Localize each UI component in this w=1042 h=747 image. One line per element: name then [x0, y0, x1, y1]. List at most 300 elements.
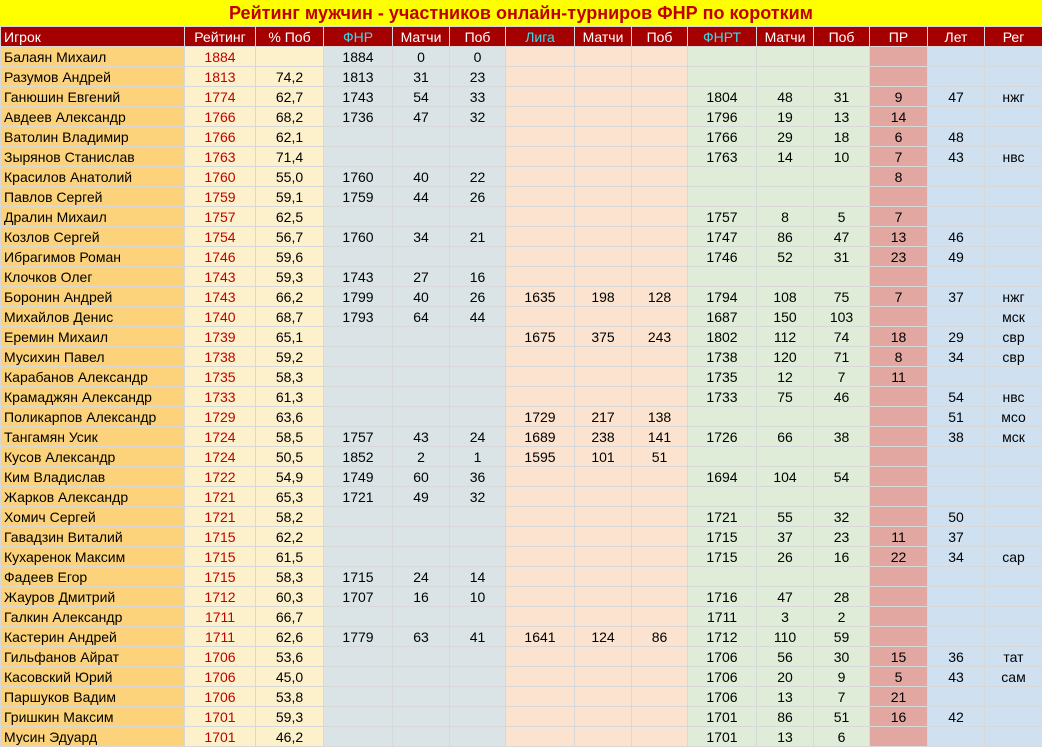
player-name-cell[interactable]: Гильфанов Айрат	[1, 647, 185, 667]
liga-matches-cell[interactable]	[575, 547, 632, 567]
player-name-cell[interactable]: Дралин Михаил	[1, 207, 185, 227]
fnrt-rating-cell[interactable]: 1757	[688, 207, 757, 227]
fnrt-wins-cell[interactable]: 2	[814, 607, 870, 627]
col-header-fnr[interactable]: ФНР	[324, 27, 393, 47]
player-name-cell[interactable]: Боронин Андрей	[1, 287, 185, 307]
win-pct-cell[interactable]: 62,6	[256, 627, 324, 647]
liga-matches-cell[interactable]: 375	[575, 327, 632, 347]
liga-rating-cell[interactable]	[506, 187, 575, 207]
win-pct-cell[interactable]: 61,3	[256, 387, 324, 407]
win-pct-cell[interactable]: 56,7	[256, 227, 324, 247]
fnrt-matches-cell[interactable]	[757, 67, 814, 87]
fnrt-matches-cell[interactable]: 47	[757, 587, 814, 607]
rating-cell[interactable]: 1766	[185, 127, 256, 147]
win-pct-cell[interactable]: 65,1	[256, 327, 324, 347]
region-cell[interactable]: нжг	[985, 287, 1042, 307]
liga-wins-cell[interactable]	[632, 667, 688, 687]
fnr-wins-cell[interactable]	[450, 247, 506, 267]
years-cell[interactable]: 51	[928, 407, 985, 427]
fnrt-matches-cell[interactable]: 110	[757, 627, 814, 647]
region-cell[interactable]	[985, 167, 1042, 187]
fnr-matches-cell[interactable]: 34	[393, 227, 450, 247]
liga-wins-cell[interactable]	[632, 147, 688, 167]
col-header-fnr-matches[interactable]: Матчи	[393, 27, 450, 47]
fnr-wins-cell[interactable]	[450, 727, 506, 747]
years-cell[interactable]: 34	[928, 347, 985, 367]
years-cell[interactable]: 36	[928, 647, 985, 667]
liga-rating-cell[interactable]	[506, 587, 575, 607]
region-cell[interactable]	[985, 527, 1042, 547]
win-pct-cell[interactable]: 58,2	[256, 507, 324, 527]
fnrt-matches-cell[interactable]	[757, 267, 814, 287]
liga-wins-cell[interactable]	[632, 727, 688, 747]
region-cell[interactable]	[985, 687, 1042, 707]
pr-cell[interactable]: 18	[870, 327, 928, 347]
player-name-cell[interactable]: Михайлов Денис	[1, 307, 185, 327]
win-pct-cell[interactable]: 55,0	[256, 167, 324, 187]
liga-matches-cell[interactable]	[575, 487, 632, 507]
fnr-matches-cell[interactable]: 40	[393, 167, 450, 187]
fnr-wins-cell[interactable]: 26	[450, 287, 506, 307]
rating-cell[interactable]: 1724	[185, 427, 256, 447]
table-row[interactable]	[1, 227, 1042, 247]
fnr-matches-cell[interactable]: 0	[393, 47, 450, 67]
fnrt-rating-cell[interactable]: 1701	[688, 727, 757, 747]
fnrt-wins-cell[interactable]: 23	[814, 527, 870, 547]
fnr-matches-cell[interactable]	[393, 127, 450, 147]
table-row[interactable]	[1, 67, 1042, 87]
rating-cell[interactable]: 1701	[185, 707, 256, 727]
table-row[interactable]	[1, 247, 1042, 267]
years-cell[interactable]: 54	[928, 387, 985, 407]
fnrt-matches-cell[interactable]: 108	[757, 287, 814, 307]
pr-cell[interactable]: 8	[870, 347, 928, 367]
col-header-fnrt-wins[interactable]: Поб	[814, 27, 870, 47]
table-row[interactable]	[1, 267, 1042, 287]
rating-cell[interactable]: 1721	[185, 507, 256, 527]
fnr-rating-cell[interactable]	[324, 607, 393, 627]
pr-cell[interactable]: 13	[870, 227, 928, 247]
table-row[interactable]	[1, 567, 1042, 587]
fnrt-wins-cell[interactable]: 9	[814, 667, 870, 687]
pr-cell[interactable]: 8	[870, 167, 928, 187]
liga-rating-cell[interactable]: 1635	[506, 287, 575, 307]
liga-wins-cell[interactable]	[632, 127, 688, 147]
region-cell[interactable]	[985, 227, 1042, 247]
fnrt-matches-cell[interactable]: 75	[757, 387, 814, 407]
rating-cell[interactable]: 1754	[185, 227, 256, 247]
rating-cell[interactable]: 1711	[185, 627, 256, 647]
fnr-wins-cell[interactable]: 0	[450, 47, 506, 67]
win-pct-cell[interactable]: 65,3	[256, 487, 324, 507]
liga-wins-cell[interactable]: 86	[632, 627, 688, 647]
region-cell[interactable]	[985, 187, 1042, 207]
liga-matches-cell[interactable]	[575, 147, 632, 167]
liga-wins-cell[interactable]	[632, 487, 688, 507]
player-name-cell[interactable]: Кусов Александр	[1, 447, 185, 467]
fnrt-matches-cell[interactable]: 86	[757, 707, 814, 727]
fnrt-wins-cell[interactable]	[814, 267, 870, 287]
fnr-wins-cell[interactable]: 41	[450, 627, 506, 647]
region-cell[interactable]	[985, 507, 1042, 527]
fnr-wins-cell[interactable]: 44	[450, 307, 506, 327]
liga-wins-cell[interactable]	[632, 87, 688, 107]
fnrt-rating-cell[interactable]: 1738	[688, 347, 757, 367]
fnrt-rating-cell[interactable]: 1726	[688, 427, 757, 447]
fnr-matches-cell[interactable]	[393, 667, 450, 687]
liga-rating-cell[interactable]	[506, 167, 575, 187]
rating-cell[interactable]: 1743	[185, 267, 256, 287]
win-pct-cell[interactable]: 62,2	[256, 527, 324, 547]
fnr-matches-cell[interactable]: 2	[393, 447, 450, 467]
pr-cell[interactable]: 9	[870, 87, 928, 107]
liga-rating-cell[interactable]	[506, 127, 575, 147]
region-cell[interactable]: свр	[985, 347, 1042, 367]
years-cell[interactable]	[928, 587, 985, 607]
liga-rating-cell[interactable]	[506, 247, 575, 267]
rating-cell[interactable]: 1706	[185, 647, 256, 667]
years-cell[interactable]	[928, 487, 985, 507]
fnr-wins-cell[interactable]: 22	[450, 167, 506, 187]
liga-rating-cell[interactable]	[506, 567, 575, 587]
fnrt-matches-cell[interactable]: 86	[757, 227, 814, 247]
region-cell[interactable]	[985, 367, 1042, 387]
fnrt-rating-cell[interactable]: 1735	[688, 367, 757, 387]
fnrt-rating-cell[interactable]: 1715	[688, 527, 757, 547]
table-row[interactable]	[1, 507, 1042, 527]
years-cell[interactable]	[928, 67, 985, 87]
rating-cell[interactable]: 1715	[185, 527, 256, 547]
liga-rating-cell[interactable]	[506, 607, 575, 627]
win-pct-cell[interactable]: 62,7	[256, 87, 324, 107]
table-row[interactable]	[1, 167, 1042, 187]
fnrt-rating-cell[interactable]: 1694	[688, 467, 757, 487]
fnr-wins-cell[interactable]: 36	[450, 467, 506, 487]
fnr-wins-cell[interactable]	[450, 407, 506, 427]
fnrt-rating-cell[interactable]	[688, 447, 757, 467]
rating-cell[interactable]: 1733	[185, 387, 256, 407]
region-cell[interactable]: сам	[985, 667, 1042, 687]
liga-rating-cell[interactable]	[506, 527, 575, 547]
years-cell[interactable]	[928, 267, 985, 287]
pr-cell[interactable]: 5	[870, 667, 928, 687]
liga-rating-cell[interactable]	[506, 727, 575, 747]
player-name-cell[interactable]: Паршуков Вадим	[1, 687, 185, 707]
table-row[interactable]	[1, 607, 1042, 627]
years-cell[interactable]: 43	[928, 667, 985, 687]
region-cell[interactable]	[985, 247, 1042, 267]
table-row[interactable]	[1, 327, 1042, 347]
col-header-player[interactable]: Игрок	[1, 27, 185, 47]
player-name-cell[interactable]: Гришкин Максим	[1, 707, 185, 727]
fnrt-matches-cell[interactable]: 8	[757, 207, 814, 227]
rating-cell[interactable]: 1746	[185, 247, 256, 267]
fnr-rating-cell[interactable]: 1736	[324, 107, 393, 127]
fnr-wins-cell[interactable]	[450, 327, 506, 347]
fnrt-wins-cell[interactable]: 47	[814, 227, 870, 247]
col-header-fnrt-matches[interactable]: Матчи	[757, 27, 814, 47]
liga-wins-cell[interactable]	[632, 267, 688, 287]
player-name-cell[interactable]: Козлов Сергей	[1, 227, 185, 247]
fnrt-matches-cell[interactable]: 14	[757, 147, 814, 167]
table-row[interactable]	[1, 387, 1042, 407]
liga-matches-cell[interactable]	[575, 567, 632, 587]
liga-wins-cell[interactable]	[632, 367, 688, 387]
fnr-rating-cell[interactable]	[324, 327, 393, 347]
pr-cell[interactable]	[870, 187, 928, 207]
region-cell[interactable]	[985, 607, 1042, 627]
fnr-rating-cell[interactable]: 1743	[324, 87, 393, 107]
win-pct-cell[interactable]: 45,0	[256, 667, 324, 687]
pr-cell[interactable]: 23	[870, 247, 928, 267]
fnr-matches-cell[interactable]	[393, 707, 450, 727]
fnr-matches-cell[interactable]	[393, 687, 450, 707]
fnrt-wins-cell[interactable]: 71	[814, 347, 870, 367]
rating-cell[interactable]: 1735	[185, 367, 256, 387]
liga-matches-cell[interactable]	[575, 467, 632, 487]
fnr-rating-cell[interactable]: 1884	[324, 47, 393, 67]
win-pct-cell[interactable]: 63,6	[256, 407, 324, 427]
fnr-wins-cell[interactable]	[450, 387, 506, 407]
pr-cell[interactable]	[870, 67, 928, 87]
col-header-fnr-wins[interactable]: Поб	[450, 27, 506, 47]
liga-matches-cell[interactable]	[575, 507, 632, 527]
player-name-cell[interactable]: Павлов Сергей	[1, 187, 185, 207]
fnr-rating-cell[interactable]	[324, 727, 393, 747]
fnr-wins-cell[interactable]: 10	[450, 587, 506, 607]
fnr-rating-cell[interactable]	[324, 247, 393, 267]
player-name-cell[interactable]: Кухаренок Максим	[1, 547, 185, 567]
region-cell[interactable]	[985, 67, 1042, 87]
pr-cell[interactable]: 7	[870, 207, 928, 227]
fnrt-rating-cell[interactable]: 1706	[688, 667, 757, 687]
win-pct-cell[interactable]: 62,5	[256, 207, 324, 227]
region-cell[interactable]	[985, 727, 1042, 747]
table-row[interactable]	[1, 647, 1042, 667]
fnrt-wins-cell[interactable]: 13	[814, 107, 870, 127]
win-pct-cell[interactable]: 71,4	[256, 147, 324, 167]
liga-matches-cell[interactable]	[575, 727, 632, 747]
fnrt-rating-cell[interactable]: 1804	[688, 87, 757, 107]
fnrt-wins-cell[interactable]: 18	[814, 127, 870, 147]
player-name-cell[interactable]: Ганюшин Евгений	[1, 87, 185, 107]
col-header-region[interactable]: Рег	[985, 27, 1042, 47]
fnrt-rating-cell[interactable]: 1766	[688, 127, 757, 147]
liga-matches-cell[interactable]	[575, 127, 632, 147]
pr-cell[interactable]: 7	[870, 147, 928, 167]
fnr-rating-cell[interactable]	[324, 407, 393, 427]
years-cell[interactable]	[928, 567, 985, 587]
rating-cell[interactable]: 1740	[185, 307, 256, 327]
liga-matches-cell[interactable]	[575, 527, 632, 547]
region-cell[interactable]	[985, 447, 1042, 467]
fnrt-wins-cell[interactable]: 32	[814, 507, 870, 527]
liga-matches-cell[interactable]	[575, 647, 632, 667]
liga-matches-cell[interactable]: 217	[575, 407, 632, 427]
liga-matches-cell[interactable]	[575, 307, 632, 327]
liga-wins-cell[interactable]	[632, 187, 688, 207]
fnr-rating-cell[interactable]	[324, 707, 393, 727]
liga-rating-cell[interactable]	[506, 547, 575, 567]
player-name-cell[interactable]: Ибрагимов Роман	[1, 247, 185, 267]
fnr-rating-cell[interactable]	[324, 647, 393, 667]
player-name-cell[interactable]: Ким Владислав	[1, 467, 185, 487]
rating-cell[interactable]: 1706	[185, 687, 256, 707]
fnr-matches-cell[interactable]	[393, 527, 450, 547]
pr-cell[interactable]	[870, 587, 928, 607]
fnrt-wins-cell[interactable]: 46	[814, 387, 870, 407]
fnrt-matches-cell[interactable]: 120	[757, 347, 814, 367]
rating-cell[interactable]: 1813	[185, 67, 256, 87]
table-row[interactable]	[1, 287, 1042, 307]
fnrt-matches-cell[interactable]: 12	[757, 367, 814, 387]
liga-rating-cell[interactable]: 1675	[506, 327, 575, 347]
fnrt-rating-cell[interactable]	[688, 487, 757, 507]
fnrt-matches-cell[interactable]	[757, 187, 814, 207]
liga-rating-cell[interactable]	[506, 47, 575, 67]
fnrt-wins-cell[interactable]: 10	[814, 147, 870, 167]
rating-cell[interactable]: 1701	[185, 727, 256, 747]
player-name-cell[interactable]: Балаян Михаил	[1, 47, 185, 67]
years-cell[interactable]	[928, 47, 985, 67]
liga-matches-cell[interactable]	[575, 227, 632, 247]
table-row[interactable]	[1, 147, 1042, 167]
liga-rating-cell[interactable]	[506, 267, 575, 287]
fnr-rating-cell[interactable]: 1707	[324, 587, 393, 607]
table-row[interactable]	[1, 367, 1042, 387]
liga-wins-cell[interactable]	[632, 547, 688, 567]
win-pct-cell[interactable]: 61,5	[256, 547, 324, 567]
player-name-cell[interactable]: Гавадзин Виталий	[1, 527, 185, 547]
pr-cell[interactable]	[870, 567, 928, 587]
fnr-wins-cell[interactable]	[450, 547, 506, 567]
years-cell[interactable]: 43	[928, 147, 985, 167]
liga-rating-cell[interactable]: 1641	[506, 627, 575, 647]
liga-rating-cell[interactable]	[506, 347, 575, 367]
fnrt-rating-cell[interactable]	[688, 567, 757, 587]
liga-matches-cell[interactable]: 198	[575, 287, 632, 307]
liga-matches-cell[interactable]	[575, 707, 632, 727]
region-cell[interactable]	[985, 47, 1042, 67]
fnr-rating-cell[interactable]: 1759	[324, 187, 393, 207]
fnr-wins-cell[interactable]	[450, 607, 506, 627]
pr-cell[interactable]	[870, 407, 928, 427]
fnrt-wins-cell[interactable]	[814, 487, 870, 507]
fnr-wins-cell[interactable]	[450, 507, 506, 527]
fnrt-matches-cell[interactable]	[757, 447, 814, 467]
player-name-cell[interactable]: Ватолин Владимир	[1, 127, 185, 147]
fnr-matches-cell[interactable]	[393, 327, 450, 347]
fnrt-matches-cell[interactable]: 52	[757, 247, 814, 267]
fnrt-wins-cell[interactable]: 28	[814, 587, 870, 607]
table-row[interactable]	[1, 727, 1042, 747]
player-name-cell[interactable]: Клочков Олег	[1, 267, 185, 287]
fnr-wins-cell[interactable]: 16	[450, 267, 506, 287]
years-cell[interactable]	[928, 207, 985, 227]
pr-cell[interactable]: 22	[870, 547, 928, 567]
liga-rating-cell[interactable]	[506, 367, 575, 387]
liga-wins-cell[interactable]: 243	[632, 327, 688, 347]
fnr-rating-cell[interactable]	[324, 347, 393, 367]
liga-wins-cell[interactable]	[632, 587, 688, 607]
years-cell[interactable]: 34	[928, 547, 985, 567]
fnrt-matches-cell[interactable]	[757, 487, 814, 507]
table-row[interactable]	[1, 667, 1042, 687]
fnrt-wins-cell[interactable]: 5	[814, 207, 870, 227]
pr-cell[interactable]: 21	[870, 687, 928, 707]
rating-cell[interactable]: 1760	[185, 167, 256, 187]
fnr-matches-cell[interactable]	[393, 607, 450, 627]
col-header-pr[interactable]: ПР	[870, 27, 928, 47]
fnr-wins-cell[interactable]	[450, 127, 506, 147]
win-pct-cell[interactable]: 59,3	[256, 707, 324, 727]
player-name-cell[interactable]: Мусихин Павел	[1, 347, 185, 367]
win-pct-cell[interactable]: 58,3	[256, 367, 324, 387]
liga-wins-cell[interactable]	[632, 247, 688, 267]
liga-rating-cell[interactable]	[506, 647, 575, 667]
fnr-matches-cell[interactable]	[393, 507, 450, 527]
fnr-rating-cell[interactable]: 1721	[324, 487, 393, 507]
fnrt-rating-cell[interactable]: 1721	[688, 507, 757, 527]
fnr-matches-cell[interactable]	[393, 247, 450, 267]
years-cell[interactable]: 47	[928, 87, 985, 107]
region-cell[interactable]: мск	[985, 307, 1042, 327]
liga-matches-cell[interactable]	[575, 187, 632, 207]
liga-wins-cell[interactable]	[632, 227, 688, 247]
region-cell[interactable]	[985, 127, 1042, 147]
table-row[interactable]	[1, 87, 1042, 107]
fnrt-rating-cell[interactable]: 1706	[688, 687, 757, 707]
win-pct-cell[interactable]: 53,6	[256, 647, 324, 667]
pr-cell[interactable]	[870, 307, 928, 327]
pr-cell[interactable]	[870, 47, 928, 67]
rating-cell[interactable]: 1729	[185, 407, 256, 427]
fnr-matches-cell[interactable]	[393, 547, 450, 567]
fnr-rating-cell[interactable]	[324, 367, 393, 387]
fnrt-matches-cell[interactable]: 66	[757, 427, 814, 447]
region-cell[interactable]	[985, 267, 1042, 287]
player-name-cell[interactable]: Жауров Дмитрий	[1, 587, 185, 607]
years-cell[interactable]	[928, 687, 985, 707]
years-cell[interactable]	[928, 447, 985, 467]
rating-cell[interactable]: 1706	[185, 667, 256, 687]
fnrt-wins-cell[interactable]: 31	[814, 87, 870, 107]
table-row[interactable]	[1, 107, 1042, 127]
fnr-rating-cell[interactable]: 1813	[324, 67, 393, 87]
fnrt-wins-cell[interactable]: 7	[814, 367, 870, 387]
fnr-wins-cell[interactable]: 1	[450, 447, 506, 467]
fnr-wins-cell[interactable]: 32	[450, 107, 506, 127]
region-cell[interactable]	[985, 627, 1042, 647]
pr-cell[interactable]: 11	[870, 367, 928, 387]
fnrt-matches-cell[interactable]: 13	[757, 687, 814, 707]
table-row[interactable]	[1, 547, 1042, 567]
fnr-rating-cell[interactable]: 1760	[324, 167, 393, 187]
fnrt-matches-cell[interactable]: 37	[757, 527, 814, 547]
fnrt-rating-cell[interactable]	[688, 267, 757, 287]
fnrt-matches-cell[interactable]: 104	[757, 467, 814, 487]
pr-cell[interactable]: 15	[870, 647, 928, 667]
region-cell[interactable]	[985, 567, 1042, 587]
fnrt-matches-cell[interactable]: 48	[757, 87, 814, 107]
table-row[interactable]	[1, 447, 1042, 467]
fnr-matches-cell[interactable]: 31	[393, 67, 450, 87]
fnr-matches-cell[interactable]	[393, 347, 450, 367]
fnr-rating-cell[interactable]: 1760	[324, 227, 393, 247]
table-row[interactable]	[1, 427, 1042, 447]
liga-rating-cell[interactable]	[506, 147, 575, 167]
player-name-cell[interactable]: Разумов Андрей	[1, 67, 185, 87]
